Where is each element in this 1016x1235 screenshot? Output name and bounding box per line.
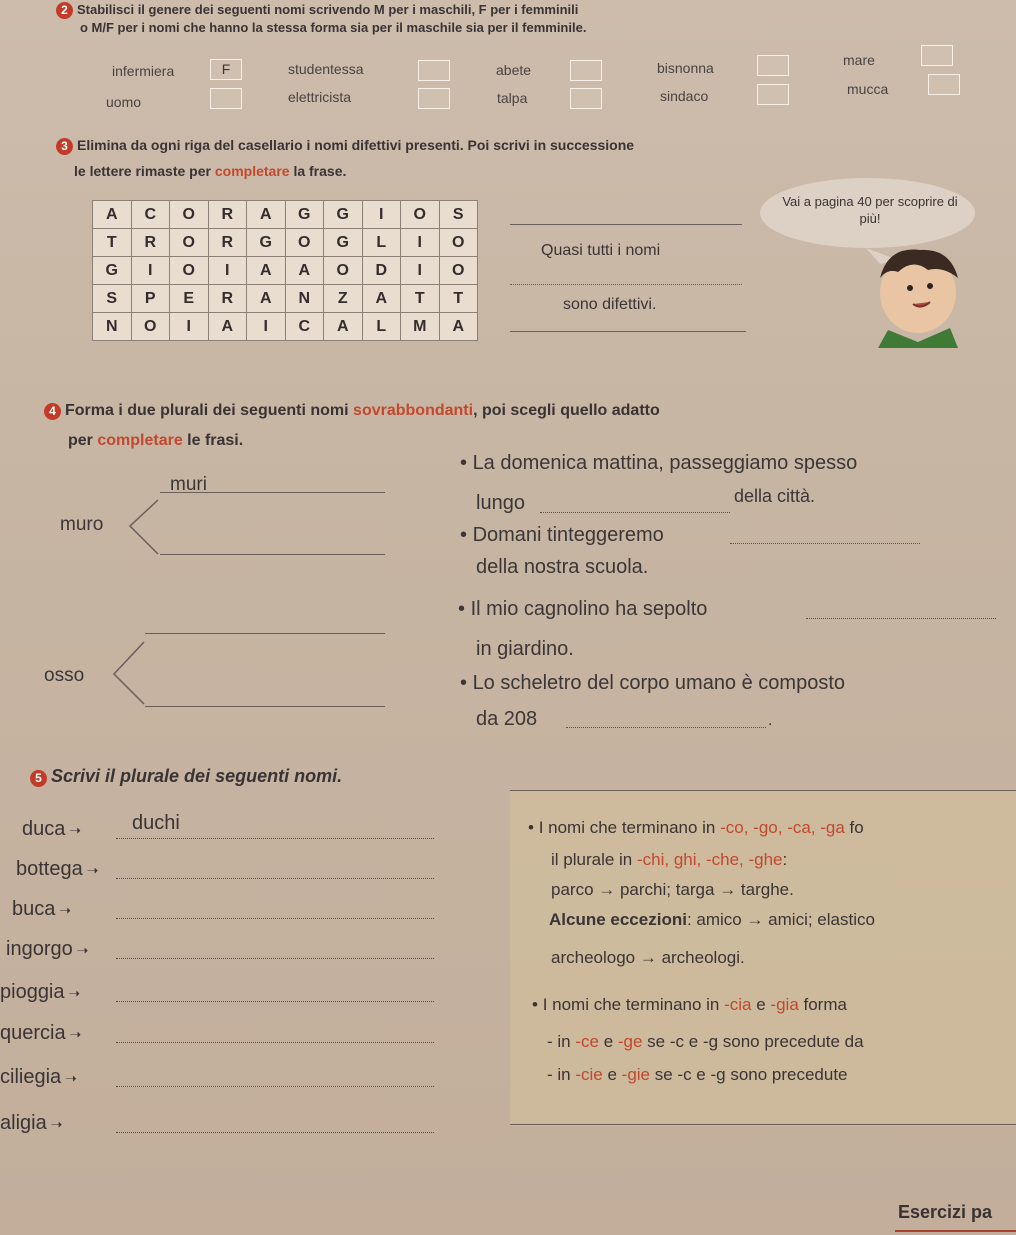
grid-cell[interactable]: R [208,201,247,229]
rule-line-5: archeologo → archeologi. [551,948,745,967]
rule-label: Alcune eccezioni [549,910,687,929]
grid-cell[interactable]: N [93,313,132,341]
rule-text: - in [547,1032,576,1051]
ex2-number: 2 [56,2,73,19]
rule-ending: -cia [724,995,752,1014]
grid-cell[interactable]: L [362,313,401,341]
ex2-instruction-line1: Stabilisci il genere dei seguenti nomi scrivendo M per i maschili, F per i femminili [77,2,579,17]
sentence-blank[interactable] [566,727,766,728]
rule-text: se -c e -g sono precedute da [642,1032,864,1051]
grid-cell[interactable]: I [131,257,170,285]
rule-line-3: parco → parchi; targa → targhe. [551,880,794,899]
rule-ending: -ge [617,1032,643,1051]
osso-plural-line[interactable] [145,633,385,634]
rule-text: e [598,1032,618,1051]
ex3-answer-line[interactable] [510,331,746,332]
grid-cell[interactable]: G [93,257,132,285]
sentence-3a: • Il mio cagnolino ha sepolto [458,598,708,620]
rule-text: : amico → amici; elastico [686,910,875,929]
rule-text: I nomi che terminano in [538,818,721,837]
grid-row [93,285,478,313]
ex2-instruction-line2: o M/F per i nomi che hanno la stessa forma sia per il maschile sia per il femminile. [80,20,587,35]
ex5-number: 5 [30,770,47,787]
sentence-2a-text: Domani tinteggeremo [472,524,664,546]
singular-word: ingorgo [6,938,73,960]
grid-cell[interactable]: L [362,229,401,257]
singular-word: buca [12,898,56,920]
plural-item [0,1112,62,1135]
ex2-word: mucca [847,81,889,97]
sentence-1a: • La domenica mattina, passeggiamo spesso [460,452,858,474]
rule-text: : [782,850,788,869]
sentence-blank[interactable] [730,543,920,544]
sentence-3b: in giardino. [476,638,574,660]
ex3-sentence-part2: sono difettivi. [563,296,657,313]
singular-word: pioggia [0,981,65,1003]
grid-cell[interactable]: A [247,285,286,313]
rule-line-8 [547,1065,848,1085]
ex2-word: infermiera [112,63,175,79]
sentence-4b: da 208 [476,708,538,730]
grid-cell[interactable]: O [170,229,209,257]
ex2-answer-box[interactable] [757,84,789,105]
ex4-instruction-keyword: completare [97,432,183,449]
grid-cell[interactable]: D [362,257,401,285]
arrow-icon: ➝ [82,862,99,878]
grid-cell[interactable]: G [324,229,363,257]
grid-cell[interactable]: A [362,285,401,313]
sentence-1a-text: La domenica mattina, passeggiamo spesso [472,452,858,474]
grid-cell[interactable]: G [247,229,286,257]
rule-line-6: • I nomi che terminano in -cia e -gia forma [532,995,847,1014]
grid-cell[interactable]: O [401,201,440,229]
grid-cell[interactable]: E [170,285,209,313]
word-muro: muro [60,514,104,535]
word-osso: osso [44,665,85,686]
sentence-2b: della nostra scuola. [476,556,649,578]
rule-text: e [602,1065,622,1084]
grid-cell[interactable]: A [439,313,478,341]
arrow-icon: ➝ [46,1116,63,1132]
muro-plural-line[interactable] [160,492,385,493]
arrow-icon: ➝ [65,1026,82,1042]
ex2-word: mare [843,52,875,68]
grid-row [93,229,478,257]
rule-ending: -gie [621,1065,651,1084]
ex3-instruction-text: la frase. [289,163,347,179]
grid-cell[interactable]: T [401,285,440,313]
ex3-instruction-text: le lettere rimaste per [74,163,215,179]
singular-word: aligia [0,1112,47,1134]
ex2-word: studentessa [288,61,364,77]
plural-answer-line[interactable] [116,1086,434,1087]
singular-word: duca [22,818,66,840]
sentence-2a: • Domani tinteggeremo [460,524,664,546]
grid-cell[interactable]: A [247,257,286,285]
ex4-instruction-keyword: sovrabbondanti [353,402,474,419]
arrow-icon: ➝ [72,942,89,958]
plural-answer-line[interactable] [116,878,434,879]
grid-cell[interactable]: O [170,201,209,229]
boy-character-icon [858,238,978,348]
arrow-icon: ➝ [61,1070,77,1086]
grid-cell[interactable]: S [93,285,132,313]
plural-answer-line[interactable] [116,1042,434,1043]
osso-plural-line[interactable] [145,706,385,707]
ex2-word: abete [496,62,532,78]
plural-answer-line[interactable] [116,1132,434,1133]
ex3-instruction [56,137,634,155]
ex4-instruction [44,402,660,420]
speech-bubble-text: Vai a pagina 40 per scoprire di più! [782,194,958,226]
grid-cell[interactable]: Z [324,285,363,313]
rule-ending: -chi, ghi, -che, -ghe [637,850,783,869]
rule-text: forma [798,995,847,1014]
ex2-answer-box[interactable] [928,74,960,95]
grid-cell[interactable]: I [170,313,209,341]
ex3-number: 3 [56,138,73,155]
ex2-answer-box[interactable]: F [210,59,242,80]
rule-text: e [751,995,771,1014]
grid-cell[interactable]: I [362,201,401,229]
sentence-blank[interactable] [540,512,730,513]
rule-ending: -co, -go, -ca, -ga [720,818,845,837]
rule-text: se -c e -g sono precedute [650,1065,848,1084]
ex3-sentence-part1: Quasi tutti i nomi [541,242,661,259]
ex2-answer-box[interactable] [921,45,953,66]
rule-ending: -gia [770,995,799,1014]
ex4-instruction-line2 [68,432,243,450]
ex2-answer-box[interactable] [757,55,789,76]
footer-underline [895,1230,1016,1232]
singular-word: bottega [16,858,83,880]
ex3-instruction-line1: Elimina da ogni riga del casellario i nomi difettivi presenti. Poi scrivi in successione [77,137,635,153]
grid-cell[interactable]: O [439,257,478,285]
ex2-answer-box[interactable] [210,88,242,109]
grid-cell[interactable]: R [208,285,247,313]
rule-line-2 [551,850,787,870]
rule-text: - in [547,1065,576,1084]
sentence-3a-text: Il mio cagnolino ha sepolto [470,598,708,620]
plural-item [16,858,98,881]
grid-cell[interactable]: O [285,229,324,257]
grid-cell[interactable]: A [247,201,286,229]
plural-item [12,898,71,921]
grid-cell[interactable]: I [208,257,247,285]
grid-cell[interactable]: A [208,313,247,341]
ex2-word: elettricista [288,89,352,105]
ex4-instruction-text: , poi scegli quello adatto [473,402,660,419]
grid-row [93,257,478,285]
plural-answer-line[interactable] [116,958,434,959]
grid-cell[interactable]: M [401,313,440,341]
grid-cell[interactable]: O [131,313,170,341]
grid-cell[interactable]: I [247,313,286,341]
grid-cell[interactable]: A [93,201,132,229]
grid-cell[interactable]: O [170,257,209,285]
ex2-answer-box[interactable] [570,60,602,81]
plural-answer-line[interactable] [116,838,434,839]
plural-item [0,1022,81,1045]
ex4-instruction-text: per [68,432,98,449]
singular-word: quercia [0,1022,66,1044]
ex2-word: uomo [106,94,142,110]
arrow-icon: ➝ [64,985,81,1001]
ex4-number: 4 [44,403,61,420]
rule-ending: -ce [575,1032,599,1051]
rule-line-1: • I nomi che terminano in -co, -go, -ca, -ga fo [528,818,864,837]
sentence-4a-text: Lo scheletro del corpo umano è composto [472,672,846,694]
rule-line-4 [549,910,875,930]
arrow-icon: ➝ [55,902,71,918]
singular-word: ciliegia [0,1066,62,1088]
plural-answer[interactable]: duchi [132,812,180,834]
grid-cell[interactable]: R [131,229,170,257]
grid-cell[interactable]: T [93,229,132,257]
sentence-blank[interactable] [806,618,996,619]
grid-cell[interactable]: R [208,229,247,257]
grid-row [93,201,478,229]
grid-row [93,313,478,341]
panel-bottom-border [510,1124,1016,1125]
grid-cell[interactable]: G [285,201,324,229]
ex3-instruction-line2 [74,163,346,179]
grid-cell[interactable]: O [439,229,478,257]
grid-cell[interactable]: S [439,201,478,229]
plural-item [22,818,81,841]
rule-ending: -cie [575,1065,603,1084]
grid-cell[interactable]: C [285,313,324,341]
grid-cell[interactable]: O [324,257,363,285]
branch-bracket-icon [110,640,150,706]
ex4-instruction-text: Forma i due plurali dei seguenti nomi [65,402,354,419]
muro-plural-1: muri [170,474,207,495]
plural-answer-line[interactable] [116,1001,434,1002]
rule-text: I nomi che terminano in [542,995,725,1014]
ex5-instruction [30,766,342,787]
plural-item [0,981,80,1004]
grid-cell[interactable]: C [131,201,170,229]
sentence-4a: • Lo scheletro del corpo umano è composto [460,672,846,694]
plural-item [6,938,88,961]
ex4-instruction-text: le frasi. [182,432,244,449]
ex3-answer-line[interactable] [510,224,742,225]
ex3-instruction-keyword: completare [214,163,290,179]
rule-text: fo [844,818,864,837]
grid-cell[interactable]: A [285,257,324,285]
arrow-icon: ➝ [65,822,81,838]
grid-cell[interactable]: G [324,201,363,229]
grid-cell[interactable]: T [439,285,478,313]
ex2-answer-box[interactable] [418,60,450,81]
ex2-word: bisnonna [657,60,714,76]
ex2-word: sindaco [660,88,709,104]
ex5-instruction-text: Scrivi il plurale dei seguenti nomi. [51,766,343,786]
rule-text: il plurale in [551,850,637,869]
sentence-1c: della città. [734,486,816,506]
grid-cell[interactable]: P [131,285,170,313]
grid-cell[interactable]: N [285,285,324,313]
grid-cell[interactable]: I [401,257,440,285]
plural-answer-line[interactable] [116,918,434,919]
rule-line-7 [547,1032,864,1052]
grid-cell[interactable]: A [324,313,363,341]
plural-item [0,1066,77,1089]
ex2-answer-box[interactable] [418,88,450,109]
panel-top-border [510,790,1016,791]
sentence-1b: lungo [476,492,525,514]
grid-cell[interactable]: I [401,229,440,257]
ex2-instruction [56,2,578,19]
ex2-word: talpa [497,90,528,106]
sentence-4c: . [768,712,773,729]
muro-plural-line[interactable] [160,554,385,555]
footer-section-title: Esercizi pa [898,1202,993,1222]
ex2-answer-box[interactable] [570,88,602,109]
ex3-answer-line[interactable] [510,284,742,285]
branch-bracket-icon [126,498,166,558]
letter-grid [92,200,478,341]
